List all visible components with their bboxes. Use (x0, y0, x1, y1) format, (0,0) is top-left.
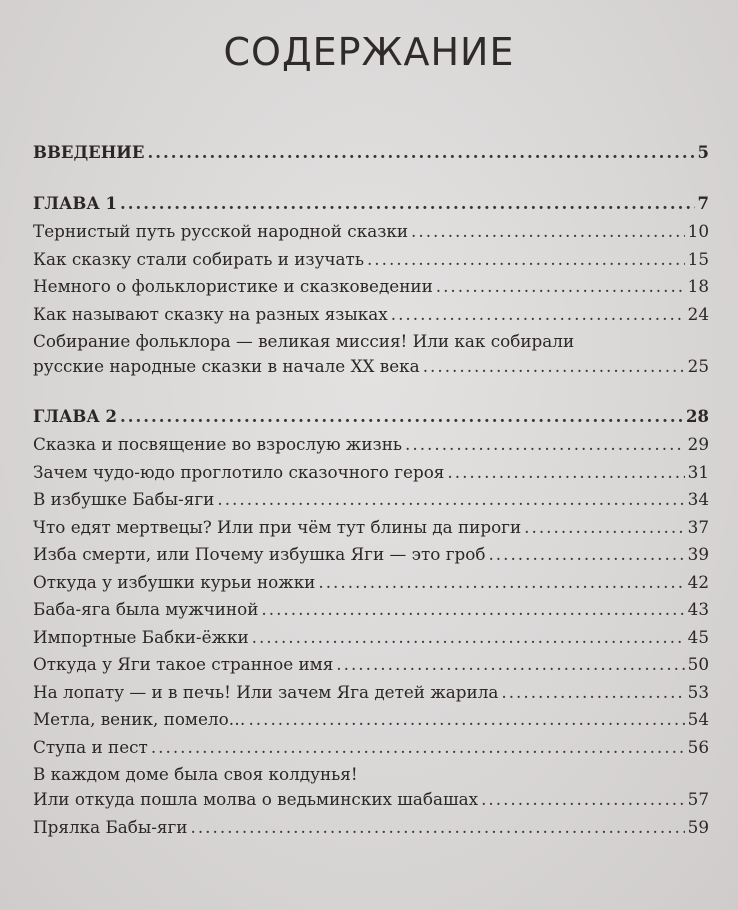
toc-entry-page: 56 (687, 736, 709, 757)
toc-entry[interactable] (33, 627, 709, 655)
dot-leader (248, 709, 684, 729)
toc-entry-page: 45 (687, 626, 709, 647)
dot-leader (151, 737, 685, 757)
toc-entry-label: ВВЕДЕНИЕ (33, 143, 145, 162)
toc-entry-label: Ступа и пест (33, 736, 148, 757)
dot-leader (217, 489, 684, 509)
toc-entry[interactable] (33, 462, 709, 490)
toc-entry-page: 54 (687, 709, 709, 729)
dot-leader (423, 356, 685, 376)
dot-leader (391, 304, 685, 324)
toc-chapter-2[interactable] (33, 407, 709, 435)
toc-entry-label: ГЛАВА 1 (33, 193, 118, 213)
dot-leader (411, 221, 685, 241)
toc-entry-label: Откуда у избушки курьи ножки (33, 571, 316, 592)
toc-entry[interactable] (33, 572, 709, 600)
toc-entry-label: русские народные сказки в начале XX века (33, 356, 420, 376)
toc-entry-page: 24 (687, 303, 709, 324)
dot-leader (436, 276, 685, 296)
dot-leader (405, 434, 685, 454)
toc-entry[interactable] (33, 682, 709, 710)
toc-entry-label: Немного о фольклористике и сказковедении (33, 276, 433, 296)
toc-entry[interactable] (33, 276, 709, 304)
toc-entry[interactable] (33, 304, 709, 332)
toc-entry-page: 37 (687, 516, 709, 537)
toc-entry-page: 50 (687, 654, 709, 674)
toc-entry-label: Метла, веник, помело… (33, 709, 246, 729)
toc-entry-first-line[interactable]: В каждом доме была своя колдунья! (33, 764, 358, 784)
page-title: СОДЕРЖАНИЕ (223, 30, 515, 74)
toc-entry-label: В избушке Бабы-яги (33, 489, 215, 509)
toc-entry[interactable] (33, 654, 709, 682)
toc-entry[interactable] (33, 249, 709, 277)
dot-leader (447, 462, 684, 482)
toc-entry-page: 42 (687, 571, 709, 592)
toc-entry-page: 5 (697, 143, 709, 162)
toc-entry[interactable] (33, 517, 709, 545)
dot-leader (147, 143, 694, 162)
dot-leader (252, 627, 685, 647)
toc-entry-page: 34 (687, 489, 709, 509)
toc-entry-page: 31 (687, 461, 709, 482)
toc-entry[interactable] (33, 737, 709, 765)
toc-entry-label: Зачем чудо-юдо проглотило сказочного героя (33, 461, 445, 482)
toc-entry-label: На лопату — и в печь! Или зачем Яга детей жарила (33, 681, 499, 702)
dot-leader (318, 572, 684, 592)
toc-entry-label: Как называют сказку на разных языках (33, 303, 388, 324)
dot-leader (501, 682, 684, 702)
toc-entry[interactable] (33, 789, 709, 817)
toc-entry-page: 53 (687, 681, 709, 702)
dot-leader (524, 517, 684, 537)
toc-entry-label: Откуда у Яги такое странное имя (33, 654, 334, 674)
toc-entry-page: 29 (687, 434, 709, 454)
toc-entry-label: Тернистый путь русской народной сказки (33, 221, 409, 241)
dot-leader (488, 544, 684, 564)
toc-entry[interactable] (33, 221, 709, 249)
toc-entry[interactable] (33, 817, 709, 845)
toc-entry-page: 18 (687, 276, 709, 296)
toc-entry-page: 7 (697, 193, 709, 213)
dot-leader (367, 249, 685, 269)
table-of-contents (33, 143, 709, 844)
toc-entry-label: Или откуда пошла молва о ведьминских шабашах (33, 789, 479, 809)
toc-entry-page: 15 (687, 248, 709, 269)
toc-entry-page: 28 (686, 406, 709, 426)
toc-entry-label: ГЛАВА 2 (33, 406, 118, 426)
dot-leader (261, 599, 684, 619)
toc-entry-label: Как сказку стали собирать и изучать (33, 248, 364, 269)
toc-entry-page: 59 (687, 816, 709, 837)
toc-entry[interactable] (33, 544, 709, 572)
toc-entry-first-line[interactable]: Собирание фольклора — великая миссия! Или как собирали (33, 331, 575, 351)
toc-entry[interactable] (33, 489, 709, 517)
toc-entry-page: 10 (687, 221, 709, 241)
toc-entry[interactable] (33, 709, 709, 737)
dot-leader (120, 407, 683, 426)
toc-chapter-1[interactable] (33, 194, 709, 222)
dot-leader (336, 654, 684, 674)
dot-leader (190, 817, 684, 837)
dot-leader (481, 789, 685, 809)
toc-entry-label: Что едят мертвецы? Или при чём тут блины да пироги (33, 516, 522, 537)
toc-entry-label: Прялка Бабы-яги (33, 816, 188, 837)
dot-leader (120, 194, 694, 213)
toc-entry-page: 39 (687, 544, 709, 564)
toc-entry-label: Баба-яга была мужчиной (33, 599, 259, 619)
toc-entry-intro[interactable] (33, 143, 709, 171)
toc-entry[interactable] (33, 434, 709, 462)
toc-entry-page: 25 (687, 356, 709, 376)
toc-entry-label: Изба смерти, или Почему избушка Яги — это гроб (33, 544, 486, 564)
toc-entry[interactable] (33, 599, 709, 627)
toc-entry-page: 57 (687, 789, 709, 809)
toc-entry[interactable] (33, 356, 709, 384)
toc-entry-label: Сказка и посвящение во взрослую жизнь (33, 434, 403, 454)
toc-entry-page: 43 (687, 599, 709, 619)
toc-entry-label: Импортные Бабки-ёжки (33, 626, 249, 647)
